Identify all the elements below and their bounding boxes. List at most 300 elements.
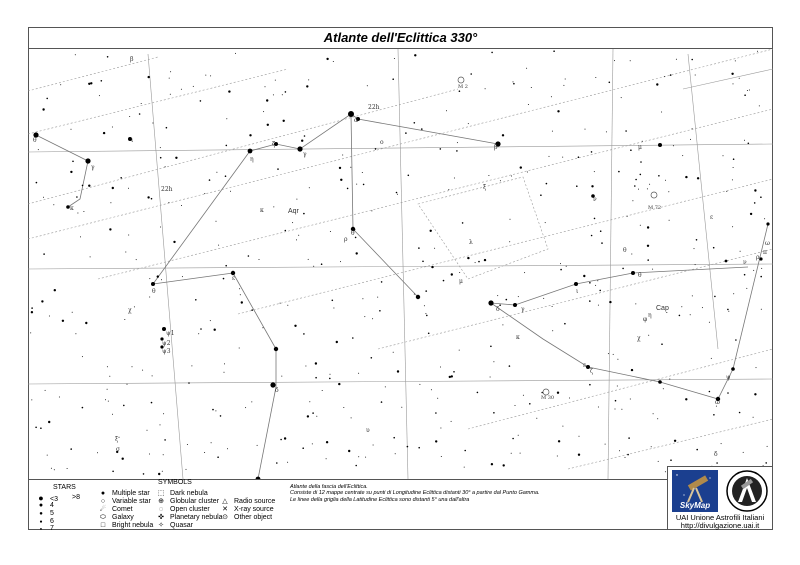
star bbox=[647, 245, 649, 247]
star bbox=[309, 187, 310, 188]
star bbox=[112, 187, 114, 189]
star bbox=[122, 458, 124, 460]
star bbox=[326, 441, 328, 443]
star bbox=[362, 172, 363, 173]
legend-open-cluster: ◌ Open cluster bbox=[156, 506, 210, 514]
star bbox=[62, 320, 64, 322]
star bbox=[512, 438, 514, 440]
star bbox=[690, 314, 691, 315]
star bbox=[589, 300, 591, 302]
star bbox=[161, 279, 162, 280]
star bbox=[576, 185, 578, 187]
star bbox=[557, 456, 558, 457]
star bbox=[518, 435, 519, 436]
star bbox=[622, 268, 624, 270]
xray-source-icon: ✕ bbox=[222, 506, 228, 513]
svg-text:ω: ω bbox=[715, 399, 720, 406]
star bbox=[298, 235, 299, 236]
star bbox=[147, 196, 149, 198]
star bbox=[333, 61, 334, 62]
star bbox=[82, 185, 84, 187]
star bbox=[373, 445, 374, 446]
star bbox=[630, 399, 631, 400]
svg-text:ψ1: ψ1 bbox=[166, 330, 175, 337]
star bbox=[77, 213, 78, 214]
star bbox=[518, 296, 519, 297]
star bbox=[681, 306, 682, 307]
svg-text:ζ: ζ bbox=[590, 368, 594, 375]
star bbox=[739, 78, 740, 79]
svg-text:ε: ε bbox=[232, 275, 236, 282]
dso-label-m30: M 30 bbox=[541, 395, 555, 401]
star bbox=[545, 222, 546, 223]
star bbox=[148, 76, 150, 78]
star bbox=[725, 260, 728, 263]
star bbox=[426, 315, 428, 317]
star bbox=[431, 389, 432, 390]
star bbox=[694, 248, 695, 249]
star bbox=[392, 78, 394, 80]
uai-logo-icon bbox=[726, 470, 768, 512]
star bbox=[563, 85, 564, 86]
star bbox=[635, 179, 637, 181]
star bbox=[307, 415, 309, 417]
star bbox=[749, 90, 750, 91]
radio-source-icon: △ bbox=[222, 498, 228, 505]
star bbox=[632, 200, 633, 201]
star bbox=[204, 193, 205, 194]
legend-comet: ☄ Comet bbox=[99, 506, 133, 513]
star bbox=[332, 300, 334, 302]
star bbox=[608, 353, 609, 354]
constellation-cap: Cap bbox=[656, 305, 669, 312]
star bbox=[377, 297, 378, 298]
star bbox=[635, 303, 636, 304]
star bbox=[557, 392, 559, 394]
star bbox=[422, 261, 424, 263]
star bbox=[456, 150, 458, 152]
star bbox=[731, 367, 735, 371]
star bbox=[371, 357, 373, 359]
star bbox=[658, 380, 662, 384]
star bbox=[367, 85, 368, 86]
star bbox=[647, 188, 648, 189]
star bbox=[578, 156, 580, 158]
star bbox=[405, 132, 407, 134]
star bbox=[757, 51, 758, 52]
star bbox=[251, 309, 253, 311]
svg-text:β: β bbox=[494, 144, 498, 151]
star bbox=[658, 175, 660, 177]
star bbox=[212, 409, 214, 411]
map-description bbox=[290, 484, 650, 503]
star bbox=[727, 309, 729, 311]
star bbox=[67, 468, 68, 469]
star bbox=[274, 347, 278, 351]
star bbox=[315, 362, 317, 364]
star bbox=[110, 202, 111, 203]
star bbox=[356, 184, 357, 185]
star bbox=[560, 269, 562, 271]
star bbox=[464, 467, 465, 468]
star bbox=[294, 325, 296, 327]
star bbox=[85, 158, 90, 163]
dso-objects bbox=[458, 77, 657, 395]
star bbox=[181, 205, 182, 206]
star bbox=[457, 142, 458, 143]
star bbox=[381, 281, 383, 283]
star bbox=[49, 316, 50, 317]
svg-text:ξ: ξ bbox=[483, 184, 487, 191]
star bbox=[428, 333, 430, 335]
star bbox=[109, 376, 110, 377]
star bbox=[188, 382, 190, 384]
publisher-logo-box[interactable] bbox=[667, 466, 773, 530]
star bbox=[395, 453, 396, 454]
star bbox=[656, 83, 658, 85]
star bbox=[658, 461, 659, 462]
star bbox=[594, 218, 596, 220]
star bbox=[727, 392, 729, 394]
star bbox=[735, 60, 736, 61]
star bbox=[661, 343, 663, 345]
star bbox=[105, 399, 106, 400]
star bbox=[220, 415, 222, 417]
star bbox=[459, 350, 460, 351]
star bbox=[524, 272, 525, 273]
svg-text:ψ3: ψ3 bbox=[162, 348, 171, 355]
ra-label-22h-lower: 22h bbox=[161, 186, 173, 193]
star bbox=[296, 239, 297, 240]
star bbox=[600, 230, 602, 232]
star bbox=[449, 376, 451, 378]
star bbox=[218, 245, 219, 246]
star bbox=[591, 235, 593, 237]
star bbox=[591, 151, 593, 153]
star bbox=[634, 185, 636, 187]
star bbox=[228, 90, 230, 92]
star bbox=[630, 60, 631, 61]
star bbox=[151, 282, 155, 286]
star bbox=[76, 196, 78, 198]
star bbox=[36, 182, 38, 184]
star bbox=[48, 421, 50, 423]
star bbox=[85, 322, 87, 324]
star bbox=[431, 266, 433, 268]
star bbox=[90, 82, 92, 84]
svg-text:ι: ι bbox=[131, 137, 134, 144]
star bbox=[658, 143, 662, 147]
star bbox=[661, 112, 662, 113]
star bbox=[761, 309, 762, 310]
star bbox=[434, 248, 435, 249]
star bbox=[139, 113, 141, 115]
star bbox=[739, 412, 741, 414]
star bbox=[511, 176, 512, 177]
star bbox=[379, 310, 381, 312]
star bbox=[692, 295, 693, 296]
star bbox=[674, 440, 676, 442]
star bbox=[210, 320, 211, 321]
star bbox=[448, 189, 449, 190]
star bbox=[451, 375, 453, 377]
star bbox=[625, 457, 626, 458]
star bbox=[88, 83, 90, 85]
star bbox=[394, 58, 395, 59]
star bbox=[414, 122, 416, 124]
star bbox=[723, 155, 724, 156]
star bbox=[125, 252, 126, 253]
star bbox=[103, 132, 105, 134]
star bbox=[692, 128, 693, 129]
bright-nebula-icon: □ bbox=[100, 522, 106, 529]
star bbox=[119, 437, 120, 438]
star bbox=[595, 285, 596, 286]
star bbox=[281, 376, 282, 377]
star bbox=[38, 149, 39, 150]
star bbox=[47, 455, 48, 456]
star bbox=[421, 128, 423, 130]
star bbox=[216, 221, 217, 222]
star bbox=[454, 178, 455, 179]
star bbox=[765, 462, 767, 464]
star bbox=[296, 199, 297, 200]
star bbox=[665, 471, 666, 472]
star bbox=[277, 168, 279, 170]
svg-text:θ: θ bbox=[638, 272, 642, 279]
star bbox=[696, 239, 698, 241]
star bbox=[149, 297, 150, 298]
svg-text:χ: χ bbox=[128, 307, 132, 314]
star bbox=[198, 333, 199, 334]
star bbox=[59, 397, 60, 398]
star bbox=[740, 251, 741, 252]
star bbox=[621, 97, 622, 98]
star bbox=[31, 399, 32, 400]
star bbox=[630, 149, 632, 151]
star bbox=[721, 443, 722, 444]
star bbox=[292, 222, 293, 223]
svg-text:δ: δ bbox=[275, 387, 279, 394]
star bbox=[543, 298, 544, 299]
star bbox=[308, 79, 309, 80]
star bbox=[267, 124, 269, 126]
svg-text:θ: θ bbox=[623, 247, 627, 254]
svg-text:η: η bbox=[250, 156, 254, 163]
star bbox=[160, 424, 161, 425]
star bbox=[107, 56, 109, 58]
star bbox=[108, 401, 109, 402]
star bbox=[285, 230, 287, 232]
star bbox=[227, 448, 228, 449]
star bbox=[520, 453, 521, 454]
star bbox=[169, 78, 170, 79]
svg-text:θ: θ bbox=[33, 137, 37, 144]
star bbox=[670, 74, 672, 76]
map-labels bbox=[33, 56, 770, 458]
star bbox=[356, 252, 358, 254]
star bbox=[124, 319, 125, 320]
star-map[interactable] bbox=[28, 49, 773, 479]
star bbox=[330, 231, 331, 232]
star bbox=[744, 274, 746, 276]
description-line-3: Le linee della griglia della Latitudine Eclittica sono distanti 5° una dall'altra bbox=[290, 496, 470, 503]
star bbox=[322, 390, 323, 391]
star bbox=[491, 52, 493, 54]
star bbox=[262, 327, 263, 328]
constellation-aqr: Aqr bbox=[288, 208, 299, 215]
star bbox=[430, 230, 432, 232]
star bbox=[685, 176, 687, 178]
star bbox=[490, 346, 492, 348]
star bbox=[97, 452, 98, 453]
star bbox=[280, 303, 281, 304]
star bbox=[418, 247, 420, 249]
star bbox=[640, 161, 642, 163]
star bbox=[551, 96, 552, 97]
star bbox=[557, 110, 559, 112]
star bbox=[467, 257, 469, 259]
svg-text:ε: ε bbox=[710, 214, 714, 221]
star bbox=[591, 185, 593, 187]
star bbox=[553, 50, 555, 52]
star bbox=[647, 226, 649, 228]
star bbox=[112, 414, 113, 415]
star bbox=[597, 280, 598, 281]
star bbox=[470, 73, 472, 75]
star bbox=[164, 439, 166, 441]
star bbox=[312, 412, 314, 414]
star bbox=[375, 148, 377, 150]
svg-text:ρ: ρ bbox=[756, 254, 760, 261]
star bbox=[43, 253, 45, 255]
symbols-legend-header: SYMBOLS bbox=[158, 479, 192, 486]
mag-row-1: ● <3 bbox=[38, 493, 58, 503]
star bbox=[709, 322, 710, 323]
star bbox=[414, 54, 416, 56]
star bbox=[333, 308, 334, 309]
star bbox=[351, 417, 352, 418]
star bbox=[709, 391, 711, 393]
svg-text:γ: γ bbox=[303, 151, 307, 158]
star bbox=[70, 448, 72, 450]
star bbox=[488, 300, 493, 305]
star bbox=[766, 222, 769, 225]
star bbox=[338, 383, 340, 385]
star bbox=[301, 140, 303, 142]
star bbox=[75, 333, 76, 334]
svg-text:ν: ν bbox=[593, 196, 597, 203]
star bbox=[273, 94, 274, 95]
star bbox=[72, 312, 73, 313]
star bbox=[711, 358, 712, 359]
legend-galaxy: ⬭ Galaxy bbox=[100, 514, 134, 521]
star bbox=[249, 134, 251, 136]
star bbox=[615, 400, 617, 402]
star bbox=[40, 427, 42, 429]
org-url[interactable]: http://divulgazione.uai.it bbox=[680, 521, 760, 530]
star bbox=[459, 90, 461, 92]
svg-text:θ: θ bbox=[152, 288, 156, 295]
star bbox=[120, 177, 122, 179]
star bbox=[497, 295, 498, 296]
star bbox=[136, 259, 137, 260]
star bbox=[468, 123, 469, 124]
star bbox=[173, 241, 175, 243]
star bbox=[75, 54, 76, 55]
star bbox=[627, 216, 628, 217]
star bbox=[364, 316, 365, 317]
svg-text:κ: κ bbox=[260, 207, 264, 214]
star bbox=[31, 307, 33, 309]
star bbox=[653, 413, 654, 414]
svg-text:χ: χ bbox=[637, 335, 641, 342]
star bbox=[716, 462, 718, 464]
star bbox=[642, 141, 643, 142]
star bbox=[464, 450, 466, 452]
star bbox=[529, 403, 531, 405]
other-object-icon: ⊙ bbox=[222, 514, 228, 521]
star bbox=[435, 412, 437, 414]
star bbox=[326, 58, 328, 60]
star bbox=[503, 464, 505, 466]
star bbox=[509, 365, 511, 367]
legend-radio-source: △ Radio source bbox=[220, 498, 275, 506]
open-cluster-icon: ◌ bbox=[158, 506, 164, 513]
svg-text:ο: ο bbox=[380, 139, 384, 146]
star bbox=[670, 459, 672, 461]
star bbox=[339, 167, 341, 169]
star bbox=[312, 443, 313, 444]
star bbox=[71, 129, 72, 130]
svg-text:μ: μ bbox=[459, 278, 463, 285]
star bbox=[562, 426, 563, 427]
description-line-2: Consiste di 12 mappe centrate su punti di Longitudine Eclittica distanti 30° a partire dal Punto Gamma. bbox=[290, 490, 540, 497]
star bbox=[205, 75, 206, 76]
star bbox=[80, 236, 81, 237]
star bbox=[562, 157, 563, 158]
mag-row-3: ● 5 bbox=[39, 510, 54, 517]
star bbox=[287, 462, 288, 463]
star bbox=[552, 330, 553, 331]
star bbox=[123, 405, 125, 407]
svg-text:γ: γ bbox=[91, 164, 95, 171]
legend-variable-star: ○ Variable star bbox=[98, 498, 151, 506]
star bbox=[609, 82, 611, 84]
star bbox=[443, 280, 445, 282]
star bbox=[204, 452, 205, 453]
star bbox=[112, 127, 113, 128]
star bbox=[523, 395, 524, 396]
star bbox=[564, 323, 566, 325]
star bbox=[713, 414, 715, 416]
star bbox=[151, 402, 153, 404]
star bbox=[107, 366, 108, 367]
skymap-logo-text: SkyMap bbox=[679, 501, 711, 510]
star bbox=[209, 179, 211, 181]
svg-text:φ: φ bbox=[643, 316, 648, 323]
star bbox=[181, 89, 182, 90]
star bbox=[631, 254, 632, 255]
star bbox=[536, 418, 537, 419]
star bbox=[614, 60, 615, 61]
star bbox=[160, 147, 161, 148]
star bbox=[598, 305, 599, 306]
star bbox=[618, 171, 620, 173]
star bbox=[407, 446, 409, 448]
svg-text:ν: ν bbox=[743, 259, 747, 266]
star bbox=[216, 172, 217, 173]
